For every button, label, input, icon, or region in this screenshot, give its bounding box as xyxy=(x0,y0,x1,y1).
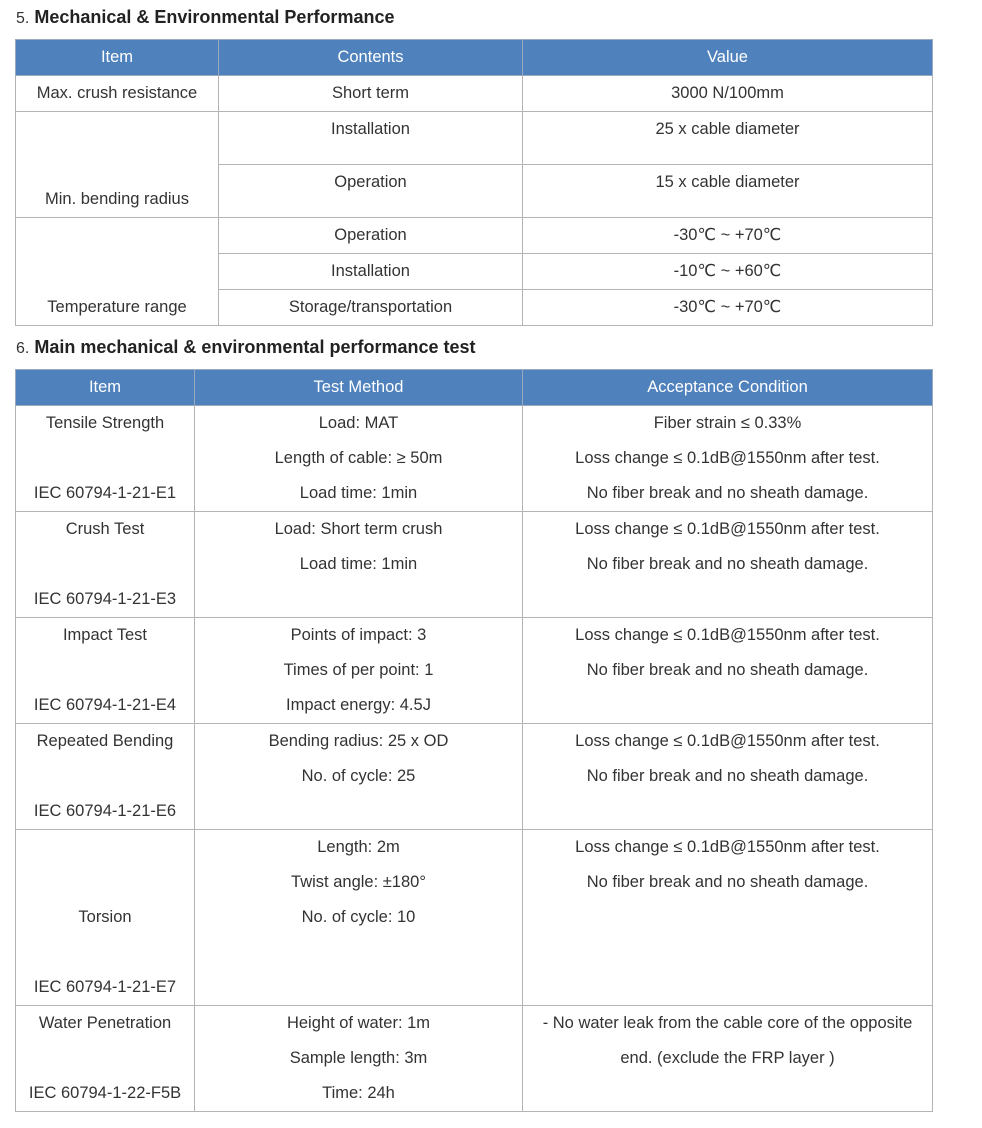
table-row xyxy=(16,76,933,112)
temperature-value-1: -30℃ ~ +70℃ xyxy=(523,218,933,254)
test-method-cell xyxy=(195,512,523,618)
section-5-title xyxy=(16,6,394,30)
acceptance-condition-line: Loss change ≤ 0.1dB@1550nm after test. xyxy=(575,732,880,750)
test-method-line: Twist angle: ±180° xyxy=(291,873,426,891)
test-method-line: No. of cycle: 10 xyxy=(301,908,416,926)
test-method-cell xyxy=(195,830,523,1006)
test-item-name: Impact Test xyxy=(62,626,148,644)
test-standard: IEC 60794-1-21-E7 xyxy=(33,978,177,996)
table-header-row xyxy=(16,40,933,76)
acceptance-condition-line: Loss change ≤ 0.1dB@1550nm after test. xyxy=(575,838,880,856)
test-method-line: Load time: 1min xyxy=(299,484,418,502)
header-item: Item xyxy=(16,370,195,406)
table-row xyxy=(16,830,933,1006)
test-standard: IEC 60794-1-21-E3 xyxy=(33,590,177,608)
acceptance-condition-line: No fiber break and no sheath damage. xyxy=(586,484,869,502)
mechanical-performance-table xyxy=(15,39,933,326)
section-6-heading: Main mechanical & environmental performance test xyxy=(34,337,476,357)
section-5-heading: Mechanical & Environmental Performance xyxy=(34,7,395,27)
test-item-cell xyxy=(16,406,195,512)
test-method-line: No. of cycle: 25 xyxy=(301,767,416,785)
acceptance-condition-line: No fiber break and no sheath damage. xyxy=(586,555,869,573)
crush-content: Short term xyxy=(219,76,523,112)
header-value: Value xyxy=(523,40,933,76)
acceptance-condition-cell xyxy=(523,512,933,618)
acceptance-condition-line: No fiber break and no sheath damage. xyxy=(586,873,869,891)
bending-content-1: Installation xyxy=(219,112,523,165)
test-method-cell xyxy=(195,406,523,512)
bending-value-1: 25 x cable diameter xyxy=(523,112,933,165)
table-row xyxy=(16,112,933,165)
test-method-line: Sample length: 3m xyxy=(289,1049,428,1067)
test-standard: IEC 60794-1-21-E6 xyxy=(33,802,177,820)
bending-item: Min. bending radius xyxy=(16,112,219,218)
table-header-row xyxy=(16,370,933,406)
test-method-line: Height of water: 1m xyxy=(286,1014,431,1032)
table-row xyxy=(16,724,933,830)
test-standard: IEC 60794-1-21-E4 xyxy=(33,696,177,714)
test-method-line: Times of per point: 1 xyxy=(283,661,434,679)
header-contents: Contents xyxy=(219,40,523,76)
test-method-line: Time: 24h xyxy=(322,1084,395,1102)
table-row xyxy=(16,1006,933,1112)
header-acceptance-condition: Acceptance Condition xyxy=(523,370,933,406)
test-method-line: Load time: 1min xyxy=(299,555,418,573)
test-item-cell xyxy=(16,830,195,1006)
test-standard: IEC 60794-1-21-E1 xyxy=(33,484,177,502)
test-item-cell xyxy=(16,1006,195,1112)
test-method-cell xyxy=(195,724,523,830)
header-item: Item xyxy=(16,40,219,76)
test-method-line: Load: MAT xyxy=(318,414,399,432)
test-item-name: Water Penetration xyxy=(38,1014,172,1032)
test-method-cell xyxy=(195,618,523,724)
table-row xyxy=(16,512,933,618)
test-item-cell xyxy=(16,724,195,830)
acceptance-condition-cell xyxy=(523,830,933,1006)
crush-value: 3000 N/100mm xyxy=(523,76,933,112)
acceptance-condition-line: Loss change ≤ 0.1dB@1550nm after test. xyxy=(575,626,880,644)
test-item-cell xyxy=(16,618,195,724)
test-item-name: Crush Test xyxy=(65,520,145,538)
temperature-content-2: Installation xyxy=(219,254,523,290)
section-6-title xyxy=(16,336,476,360)
section-5-number: 5. xyxy=(16,10,30,27)
table-row xyxy=(16,406,933,512)
test-method-line: Bending radius: 25 x OD xyxy=(268,732,449,750)
acceptance-condition-line: No fiber break and no sheath damage. xyxy=(586,661,869,679)
crush-item: Max. crush resistance xyxy=(16,76,219,112)
header-test-method: Test Method xyxy=(195,370,523,406)
acceptance-condition-line: Loss change ≤ 0.1dB@1550nm after test. xyxy=(575,520,880,538)
acceptance-condition-line: No fiber break and no sheath damage. xyxy=(586,767,869,785)
acceptance-condition-cell xyxy=(523,618,933,724)
acceptance-condition-line: Loss change ≤ 0.1dB@1550nm after test. xyxy=(575,449,880,467)
acceptance-condition-line: Fiber strain ≤ 0.33% xyxy=(653,414,802,432)
temperature-value-3: -30℃ ~ +70℃ xyxy=(523,290,933,326)
acceptance-condition-line: - No water leak from the cable core of the opposite xyxy=(542,1014,913,1032)
test-method-line: Length of cable: ≥ 50m xyxy=(274,449,443,467)
acceptance-condition-cell xyxy=(523,1006,933,1112)
acceptance-condition-cell xyxy=(523,724,933,830)
section-6-number: 6. xyxy=(16,340,30,357)
test-method-line: Load: Short term crush xyxy=(274,520,443,538)
test-method-line: Length: 2m xyxy=(317,838,400,856)
temperature-content-3: Storage/transportation xyxy=(219,290,523,326)
temperature-value-2: -10℃ ~ +60℃ xyxy=(523,254,933,290)
bending-value-2: 15 x cable diameter xyxy=(523,165,933,218)
performance-test-table xyxy=(15,369,933,1112)
acceptance-condition-cell xyxy=(523,406,933,512)
test-item-name: Tensile Strength xyxy=(45,414,165,432)
test-method-line: Impact energy: 4.5J xyxy=(286,696,431,714)
bending-content-2: Operation xyxy=(219,165,523,218)
test-item-name: Repeated Bending xyxy=(36,732,174,750)
acceptance-condition-line: end. (exclude the FRP layer ) xyxy=(620,1049,835,1067)
table-row xyxy=(16,218,933,254)
test-item-cell xyxy=(16,512,195,618)
test-standard: IEC 60794-1-22-F5B xyxy=(28,1084,182,1102)
test-item-name: Torsion xyxy=(78,908,132,926)
test-method-line: Points of impact: 3 xyxy=(290,626,427,644)
test-method-cell xyxy=(195,1006,523,1112)
table-row xyxy=(16,618,933,724)
temperature-content-1: Operation xyxy=(219,218,523,254)
temperature-item: Temperature range xyxy=(16,218,219,326)
